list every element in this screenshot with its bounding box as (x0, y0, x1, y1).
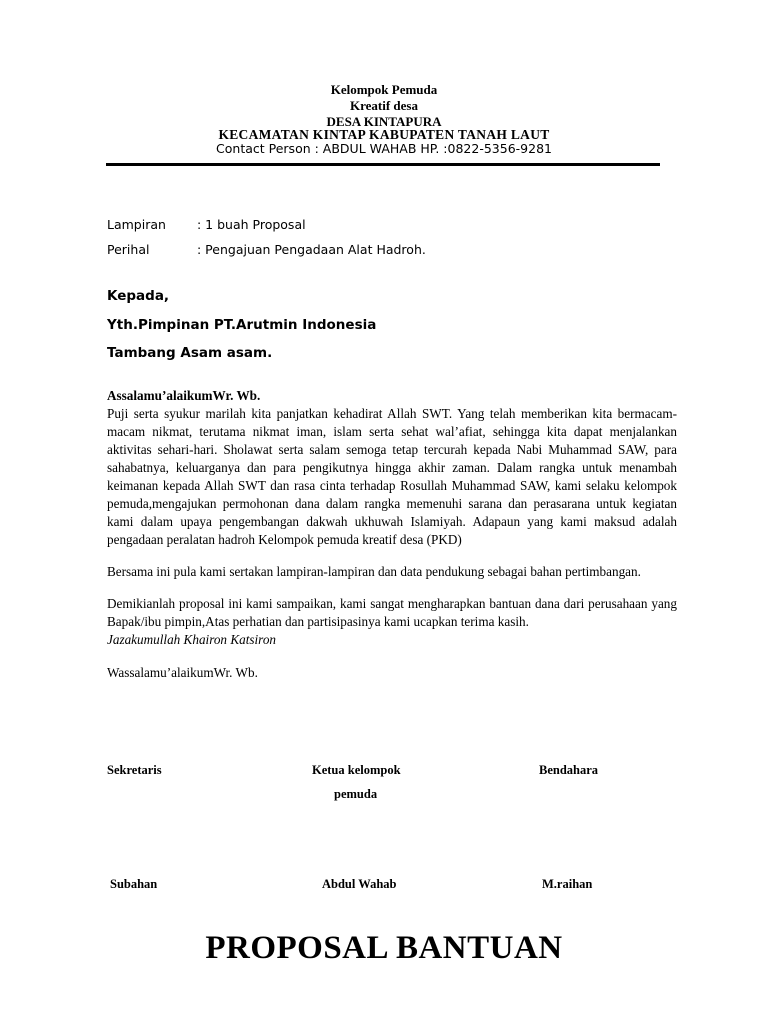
closing-italic: Jazakumullah Khairon Katsiron (107, 632, 277, 647)
lampiran-value: : 1 buah Proposal (197, 217, 306, 232)
paragraph-1: Puji serta syukur marilah kita panjatkan kehadirat Allah SWT. Yang telah memberikan kita bermacam-macam nikmat, terutama nikmat iman, islam serta sehat wal’afiat, sehingga kita dapat menjalankan aktivitas sehari-hari. Sholawat serta salam semoga tetap tercurah kepada Nabi Muhammad SAW, para sahabatnya, keluarganya dan para pengikutnya hingga akhir zaman. Dalam rangka untuk menambah keimanan kepada Allah SWT dan rasa cinta terhadap Rosullah Muhammad SAW, kami selaku kelompok pemuda,mengajukan permohonan dana dalam rangka memenuhi sarana dan perasarana untuk kegiatan kami dalam upaya pengembangan dakwah ukhuwah Islamiyah. Adapaun yang kami maksud adalah pengadaan peralatan hadroh Kelompok pemuda kreatif desa (PKD) (107, 406, 677, 547)
header-divider (106, 163, 660, 166)
location-line: Tambang Asam asam. (107, 345, 273, 361)
proposal-title: PROPOSAL BANTUAN (205, 930, 563, 966)
recipient-line: Yth.Pimpinan PT.Arutmin Indonesia (107, 317, 377, 333)
paragraph-2: Bersama ini pula kami sertakan lampiran-lampiran dan data pendukung sebagai bahan pertimbangan. (107, 564, 641, 579)
perihal-label: Perihal (107, 242, 150, 257)
org-subname: Kreatif desa (350, 98, 418, 113)
perihal-value: : Pengajuan Pengadaan Alat Hadroh. (197, 242, 426, 257)
kepada-line: Kepada, (107, 288, 170, 304)
lampiran-label: Lampiran (107, 217, 166, 232)
district-name: KECAMATAN KINTAP KABUPATEN TANAH LAUT (218, 127, 550, 142)
contact-person: Contact Person : ABDUL WAHAB HP. :0822-5356-9281 (216, 141, 552, 156)
name-ketua: Abdul Wahab (322, 877, 397, 891)
role-sekretaris: Sekretaris (107, 763, 162, 777)
org-name: Kelompok Pemuda (330, 82, 438, 97)
paragraph-3: Demikianlah proposal ini kami sampaikan, kami sangat mengharapkan bantuan dana dari perusahaan yang Bapak/ibu pimpin,Atas perhatian dan partisipasinya kami ucapkan terima kasih. (107, 596, 677, 629)
closing-salam: Wassalamu’alaikumWr. Wb. (107, 665, 258, 680)
role-ketua: Ketua kelompok (312, 763, 401, 777)
greeting: Assalamu’alaikumWr. Wb. (107, 388, 261, 403)
letter-body (107, 387, 677, 682)
role-bendahara: Bendahara (539, 763, 599, 777)
name-sekretaris: Subahan (110, 877, 158, 891)
name-bendahara: M.raihan (542, 877, 593, 891)
role-ketua-cont: pemuda (334, 787, 378, 801)
village-name: DESA KINTAPURA (326, 114, 442, 129)
